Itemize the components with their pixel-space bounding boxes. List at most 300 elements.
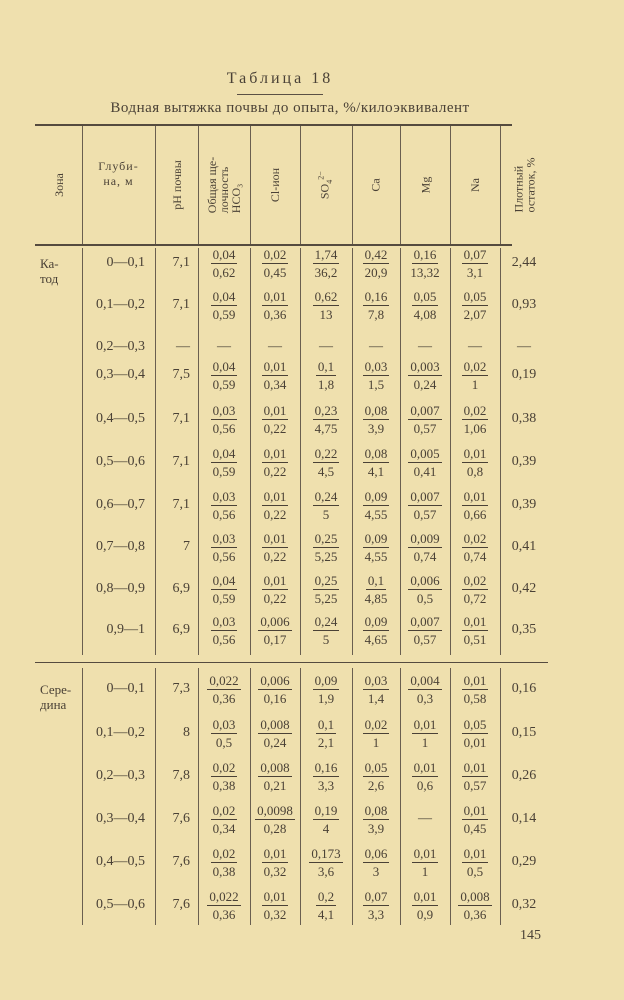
cell-mg [400, 573, 450, 606]
cell-ph: 7,6 [172, 897, 190, 912]
cell-ca [352, 803, 400, 836]
numerator: 0,16 [364, 289, 388, 304]
denominator: 0,36 [212, 907, 236, 922]
numerator: 0,007 [410, 614, 440, 629]
cell-so4 [300, 573, 352, 606]
denominator: 0,57 [413, 421, 437, 436]
numerator: 0,01 [463, 760, 487, 775]
denominator: 0,36 [463, 907, 487, 922]
numerator: 0,02 [212, 846, 236, 861]
numerator: 0,008 [260, 760, 290, 775]
cell-na [450, 614, 500, 647]
denominator: 2,6 [367, 778, 385, 793]
horizontal-rule [35, 244, 512, 246]
numerator: 0,05 [463, 289, 487, 304]
numerator: 0,022 [209, 673, 239, 688]
cell-so4 [300, 760, 352, 793]
cell-so4 [300, 247, 352, 280]
cell-ca [352, 673, 400, 706]
numerator: 0,1 [317, 359, 335, 374]
column-divider [82, 668, 83, 925]
denominator: 0,22 [263, 549, 287, 564]
header-mg [400, 127, 450, 243]
title-underline [237, 94, 323, 95]
numerator: 0,01 [463, 489, 487, 504]
numerator: 0,01 [263, 289, 287, 304]
so4-base: SO [317, 183, 332, 199]
header-cl [250, 127, 300, 243]
cell-so4 [300, 446, 352, 479]
denominator: 0,59 [212, 591, 236, 606]
numerator: 0,01 [413, 889, 437, 904]
cell-depth: 0,5—0,6 [96, 454, 145, 469]
numerator: 0,62 [314, 289, 338, 304]
cell-ca [352, 573, 400, 606]
numerator: 0,006 [260, 673, 290, 688]
cell-mg [400, 717, 450, 750]
numerator: 1,74 [314, 247, 338, 262]
denominator: 0,17 [263, 632, 287, 647]
header-hco3 [198, 127, 250, 243]
denominator: 0,72 [463, 591, 487, 606]
denominator: 1 [471, 377, 479, 392]
denominator: 0,36 [263, 307, 287, 322]
cell-na [450, 673, 500, 706]
numerator: 0,05 [413, 289, 437, 304]
header-so4 [300, 127, 352, 243]
cell-na [450, 289, 500, 322]
cell-so4 [300, 803, 352, 836]
denominator: 4,1 [367, 464, 385, 479]
cell-depth: 0,3—0,4 [96, 367, 145, 382]
cell-mg [400, 614, 450, 647]
cell-cl [250, 889, 300, 922]
numerator: 0,19 [314, 803, 338, 818]
table-title: Таблица 18 [226, 70, 334, 87]
cell-cl: — [268, 339, 282, 354]
numerator: 0,04 [212, 573, 236, 588]
numerator: 0,08 [364, 446, 388, 461]
cell-ph: 6,9 [172, 581, 190, 596]
denominator: 4 [322, 821, 330, 836]
column-divider [250, 668, 251, 925]
column-divider [250, 126, 251, 244]
numerator: 0,16 [314, 760, 338, 775]
cell-ca [352, 531, 400, 564]
cell-cl [250, 803, 300, 836]
header-mg-label: Mg [417, 176, 432, 194]
denominator: 1 [421, 864, 429, 879]
cell-so4 [300, 289, 352, 322]
cell-depth: 0—0,1 [106, 255, 145, 270]
denominator: 3 [372, 864, 380, 879]
numerator: 0,007 [410, 489, 440, 504]
cell-hco3 [198, 673, 250, 706]
denominator: 1,5 [367, 377, 385, 392]
numerator: 0,01 [413, 760, 437, 775]
cell-mg [400, 446, 450, 479]
cell-cl [250, 846, 300, 879]
numerator: 0,05 [463, 717, 487, 732]
denominator: 0,32 [263, 907, 287, 922]
numerator: 0,0098 [257, 803, 293, 818]
column-divider [500, 668, 501, 925]
cell-so4 [300, 889, 352, 922]
numerator: 0,03 [212, 489, 236, 504]
cell-hco3 [198, 760, 250, 793]
numerator: 0,23 [314, 403, 338, 418]
numerator: 0,01 [263, 403, 287, 418]
numerator: 0,01 [463, 614, 487, 629]
cell-ph: — [176, 339, 190, 354]
cell-na [450, 803, 500, 836]
numerator: 0,08 [364, 403, 388, 418]
denominator: 0,22 [263, 591, 287, 606]
cell-depth: 0,1—0,2 [96, 297, 145, 312]
numerator: 0,01 [263, 489, 287, 504]
cell-ph: 6,9 [172, 622, 190, 637]
denominator: 4,85 [364, 591, 388, 606]
cell-residue: 0,26 [511, 768, 537, 783]
cell-cl [250, 673, 300, 706]
numerator: 0,02 [212, 803, 236, 818]
denominator: 0,9 [416, 907, 434, 922]
cell-ca [352, 359, 400, 392]
numerator: 0,07 [463, 247, 487, 262]
numerator: 0,005 [410, 446, 440, 461]
numerator: 0,01 [263, 531, 287, 546]
cell-cl [250, 247, 300, 280]
cell-na [450, 359, 500, 392]
numerator: 0,02 [463, 359, 487, 374]
denominator: 0,58 [463, 691, 487, 706]
cell-na [450, 531, 500, 564]
numerator: 0,02 [212, 760, 236, 775]
cell-residue: 0,16 [511, 681, 537, 696]
numerator: 0,03 [212, 531, 236, 546]
cell-mg [400, 359, 450, 392]
cell-ca [352, 403, 400, 436]
denominator: 4,55 [364, 507, 388, 522]
cell-ph: 7,1 [172, 497, 190, 512]
numerator: 0,006 [410, 573, 440, 588]
denominator: 0,24 [413, 377, 437, 392]
denominator: 4,55 [364, 549, 388, 564]
cell-hco3 [198, 846, 250, 879]
denominator: 0,22 [263, 464, 287, 479]
numerator: 0,07 [364, 889, 388, 904]
header-zone-label: Зона [51, 173, 66, 197]
cell-so4 [300, 846, 352, 879]
denominator: 36,2 [314, 265, 338, 280]
denominator: 0,62 [212, 265, 236, 280]
cell-ph: 7,1 [172, 454, 190, 469]
cell-na [450, 573, 500, 606]
cell-ph: 7 [183, 539, 190, 554]
column-divider [352, 126, 353, 244]
header-so4-label [316, 171, 336, 199]
numerator: 0,01 [413, 846, 437, 861]
so4-sup: 2− [316, 171, 326, 180]
page-number: 145 [520, 928, 541, 943]
cell-ph: 7,1 [172, 297, 190, 312]
numerator: 0,022 [209, 889, 239, 904]
denominator: 13,32 [410, 265, 440, 280]
cell-ca [352, 446, 400, 479]
denominator: 0,74 [413, 549, 437, 564]
header-cl-label: Cl-ион [268, 167, 282, 203]
column-divider [352, 668, 353, 925]
denominator: 3,9 [367, 821, 385, 836]
cell-depth: 0,1—0,2 [96, 725, 145, 740]
header-depth [82, 127, 155, 243]
cell-residue: 2,44 [511, 255, 537, 270]
denominator: 2,1 [317, 735, 335, 750]
cell-depth: 0,6—0,7 [96, 497, 145, 512]
cell-cl [250, 531, 300, 564]
cell-ca [352, 889, 400, 922]
numerator: 0,01 [263, 359, 287, 374]
numerator: 0,09 [364, 489, 388, 504]
header-depth-label: Глуби- на, м [98, 159, 139, 188]
cell-mg: — [418, 811, 432, 826]
cell-hco3 [198, 489, 250, 522]
denominator: 5,25 [314, 549, 338, 564]
cell-ca [352, 717, 400, 750]
denominator: 0,56 [212, 549, 236, 564]
cell-cl [250, 359, 300, 392]
denominator: 4,5 [317, 464, 335, 479]
numerator: 0,01 [413, 717, 437, 732]
numerator: 0,2 [317, 889, 335, 904]
cell-so4 [300, 614, 352, 647]
denominator: 3,9 [367, 421, 385, 436]
cell-hco3 [198, 403, 250, 436]
denominator: 0,22 [263, 507, 287, 522]
cell-residue: 0,32 [511, 897, 537, 912]
numerator: 0,01 [463, 446, 487, 461]
numerator: 0,04 [212, 289, 236, 304]
denominator: 1,8 [317, 377, 335, 392]
denominator: 0,59 [212, 307, 236, 322]
cell-depth: 0,7—0,8 [96, 539, 145, 554]
cell-depth: 0,8—0,9 [96, 581, 145, 596]
denominator: 0,36 [212, 691, 236, 706]
cell-residue: 0,19 [511, 367, 537, 382]
so4-sub: 4 [325, 179, 335, 184]
cell-na [450, 717, 500, 750]
denominator: 0,51 [463, 632, 487, 647]
header-residue [500, 127, 548, 243]
numerator: 0,01 [463, 803, 487, 818]
numerator: 0,08 [364, 803, 388, 818]
numerator: 0,003 [410, 359, 440, 374]
denominator: 4,1 [317, 907, 335, 922]
column-divider [155, 668, 156, 925]
cell-residue: 0,39 [511, 497, 537, 512]
cell-residue: 0,35 [511, 622, 537, 637]
denominator: 0,16 [263, 691, 287, 706]
cell-mg [400, 846, 450, 879]
numerator: 0,02 [364, 717, 388, 732]
cell-na [450, 489, 500, 522]
denominator: 0,22 [263, 421, 287, 436]
column-divider [155, 126, 156, 244]
cell-depth: 0,4—0,5 [96, 411, 145, 426]
numerator: 0,03 [212, 403, 236, 418]
denominator: 1,06 [463, 421, 487, 436]
denominator: 1,9 [317, 691, 335, 706]
denominator: 0,45 [463, 821, 487, 836]
numerator: 0,42 [364, 247, 388, 262]
denominator: 0,28 [263, 821, 287, 836]
column-divider [82, 126, 83, 244]
numerator: 0,03 [364, 359, 388, 374]
cell-depth: 0—0,1 [106, 681, 145, 696]
cell-cl [250, 489, 300, 522]
denominator: 0,66 [463, 507, 487, 522]
cell-so4 [300, 531, 352, 564]
header-ca-label: Ca [369, 178, 383, 192]
numerator: 0,009 [410, 531, 440, 546]
denominator: 1 [372, 735, 380, 750]
numerator: 0,04 [212, 359, 236, 374]
cell-hco3 [198, 247, 250, 280]
cell-residue: 0,93 [511, 297, 537, 312]
cell-hco3 [198, 359, 250, 392]
cell-mg [400, 760, 450, 793]
denominator: 7,8 [367, 307, 385, 322]
cell-cl [250, 403, 300, 436]
denominator: 4,75 [314, 421, 338, 436]
column-divider [198, 126, 199, 244]
cell-depth: 0,4—0,5 [96, 854, 145, 869]
numerator: 0,03 [212, 717, 236, 732]
denominator: 0,21 [263, 778, 287, 793]
cell-hco3 [198, 889, 250, 922]
numerator: 0,03 [212, 614, 236, 629]
denominator: 0,57 [463, 778, 487, 793]
denominator: 0,74 [463, 549, 487, 564]
cell-residue: 0,38 [511, 411, 537, 426]
denominator: 4,65 [364, 632, 388, 647]
cell-ph: 7,1 [172, 255, 190, 270]
header-residue-label: Плотный остаток, % [511, 157, 538, 213]
cell-so4 [300, 489, 352, 522]
cell-hco3 [198, 446, 250, 479]
denominator: 0,3 [416, 691, 434, 706]
cell-ph: 7,1 [172, 411, 190, 426]
cell-so4 [300, 403, 352, 436]
cell-ph: 7,8 [172, 768, 190, 783]
cell-hco3: — [217, 339, 231, 354]
denominator: 3,3 [367, 907, 385, 922]
zone-label: Ка- тод [40, 256, 59, 286]
denominator: 5 [322, 632, 330, 647]
cell-ca: — [369, 339, 383, 354]
cell-residue: 0,14 [511, 811, 537, 826]
cell-so4 [300, 717, 352, 750]
numerator: 0,16 [413, 247, 437, 262]
numerator: 0,008 [460, 889, 490, 904]
denominator: 0,57 [413, 507, 437, 522]
denominator: 0,38 [212, 778, 236, 793]
cell-so4: — [319, 339, 333, 354]
numerator: 0,25 [314, 573, 338, 588]
header-hco3-label: Общая ще- лочность HCO₃ [205, 156, 244, 214]
denominator: 0,01 [463, 735, 487, 750]
cell-hco3 [198, 531, 250, 564]
cell-cl [250, 446, 300, 479]
cell-ca [352, 760, 400, 793]
cell-na [450, 846, 500, 879]
numerator: 0,1 [317, 717, 335, 732]
numerator: 0,01 [263, 573, 287, 588]
cell-ph: 7,6 [172, 811, 190, 826]
denominator: 0,5 [416, 591, 434, 606]
denominator: 0,57 [413, 632, 437, 647]
denominator: 0,5 [215, 735, 233, 750]
numerator: 0,007 [410, 403, 440, 418]
cell-ph: 7,3 [172, 681, 190, 696]
numerator: 0,008 [260, 717, 290, 732]
numerator: 0,01 [263, 889, 287, 904]
cell-ph: 8 [183, 725, 190, 740]
cell-residue: 0,41 [511, 539, 537, 554]
denominator: 0,56 [212, 421, 236, 436]
numerator: 0,06 [364, 846, 388, 861]
cell-na [450, 403, 500, 436]
horizontal-rule [35, 124, 512, 126]
denominator: 3,6 [317, 864, 335, 879]
denominator: 1,4 [367, 691, 385, 706]
numerator: 0,004 [410, 673, 440, 688]
denominator: 3,3 [317, 778, 335, 793]
denominator: 0,56 [212, 507, 236, 522]
cell-ph: 7,6 [172, 854, 190, 869]
column-divider [400, 668, 401, 925]
numerator: 0,01 [263, 846, 287, 861]
numerator: 0,006 [260, 614, 290, 629]
numerator: 0,02 [463, 573, 487, 588]
numerator: 0,03 [364, 673, 388, 688]
horizontal-rule [35, 662, 548, 663]
denominator: 0,6 [416, 778, 434, 793]
cell-mg [400, 489, 450, 522]
cell-so4 [300, 673, 352, 706]
cell-ca [352, 289, 400, 322]
numerator: 0,09 [364, 614, 388, 629]
header-na [450, 127, 500, 243]
zone-label: Сере- дина [40, 682, 72, 712]
denominator: 2,07 [463, 307, 487, 322]
denominator: 0,24 [263, 735, 287, 750]
cell-hco3 [198, 614, 250, 647]
numerator: 0,01 [463, 846, 487, 861]
table-subtitle: Водная вытяжка почвы до опыта, %/килоэквивалент [110, 100, 470, 116]
denominator: 4,08 [413, 307, 437, 322]
cell-residue: 0,15 [511, 725, 537, 740]
cell-mg [400, 531, 450, 564]
denominator: 20,9 [364, 265, 388, 280]
cell-na [450, 889, 500, 922]
cell-residue: 0,39 [511, 454, 537, 469]
numerator: 0,02 [463, 531, 487, 546]
cell-hco3 [198, 289, 250, 322]
numerator: 0,22 [314, 446, 338, 461]
denominator: 1 [421, 735, 429, 750]
numerator: 0,04 [212, 247, 236, 262]
